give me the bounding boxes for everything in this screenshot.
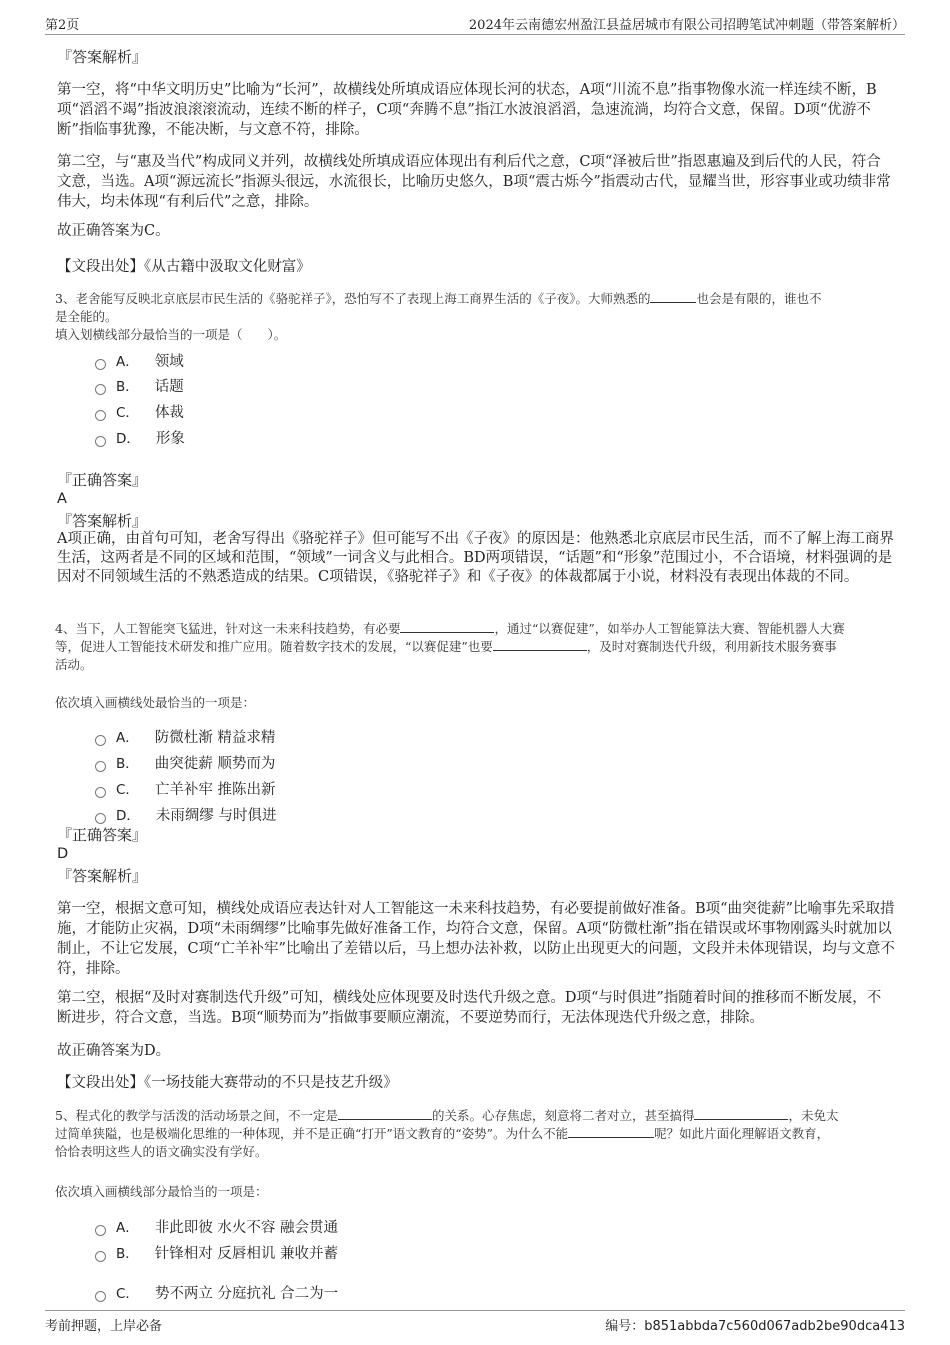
question-prompt: 依次填入画横线处最恰当的一项是： — [55, 695, 256, 710]
analysis-label: 『答案解析』 — [57, 867, 148, 885]
radio-button[interactable] — [95, 813, 106, 824]
answer-blank — [493, 650, 587, 651]
analysis-label: 『答案解析』 — [57, 512, 148, 530]
option-c[interactable]: C． 势不两立 分庭抗礼 合二为一 — [95, 1284, 338, 1304]
answer-conclusion: 故正确答案为D。 — [57, 1043, 171, 1059]
page-header — [45, 12, 905, 35]
analysis-paragraph: 第一空，将“中华文明历史”比喻为“长河”，故横线处所填成语应体现长河的状态，A项“川流不息”指事物像水流一样连续不断，B项“滔滔不竭”指波浪滚滚流动，连续不断的样子，C项“奔腾不息”指江水波浪滔滔，急速流淌，均符合文意，保留。D项“优游不断”指临事犹豫，不能决断，与文意不符，排除。 — [57, 82, 877, 138]
option-a[interactable]: A． 非此即彼 水火不容 融会贯通 — [95, 1218, 338, 1238]
question-stem: 4、当下，人工智能突飞猛进，针对这一未来科技趋势，有必要 ，通过“以赛促建”，如举办人工智能算法大赛、智能机器人大赛 等，促进人工智能技术研发和推广应用。随着数字技术的发展，“以赛促建”也要 ，及时对赛制迭代升级，利用新技术服务赛事 活动。 — [55, 621, 845, 672]
analysis-paragraph: A项正确，由首句可知，老舍写得出《骆驼祥子》但可能写不出《子夜》的原因是：他熟悉北京底层市民生活，而不了解上海工商界生活，这两者是不同的区域和范围，“领域”一词含义与此相合。BD两项错误，“话题”和“形象”范围过小，不合语境，材料强调的是因对不同领域生活的不熟悉造成的结果。C项错误，《骆驼祥子》和《子夜》的体裁都属于小说，材料没有表现出体裁的不同。 — [57, 531, 894, 585]
option-d[interactable]: D． 未雨绸缪 与时俱进 — [95, 806, 277, 826]
radio-button[interactable] — [95, 359, 106, 370]
source-citation: 【文段出处】《一场技能大赛带动的不只是技艺升级》 — [57, 1075, 398, 1091]
option-c[interactable]: C． 体裁 — [95, 403, 184, 423]
document-code: 编号：b851abbda7c560d067adb2be90dca413 — [605, 1319, 905, 1334]
page-footer — [45, 1310, 905, 1335]
answer-blank — [338, 1119, 432, 1120]
document-title: 2024年云南德宏州盈江县益居城市有限公司招聘笔试冲刺题（带答案解析） — [468, 18, 905, 33]
page-number: 第2页 — [45, 18, 80, 33]
option-b[interactable]: B． 话题 — [95, 377, 184, 397]
analysis-paragraph: 第一空，根据文意可知，横线处成语应表达针对人工智能这一未来科技趋势，有必要提前做好准备。B项“曲突徙薪”比喻事先采取措施，才能防止灾祸，D项“未雨绸缪”比喻事先做好准备工作，均符合文意，保留。A项“防微杜渐”指在错误或坏事物刚露头时就加以制止，不让它发展，C项“亡羊补牢”比喻出了差错以后，马上想办法补救，以防止出现更大的问题，文段并未体现错误，均与文意不符，排除。 — [57, 901, 895, 977]
correct-answer: D — [57, 846, 69, 862]
correct-answer-label: 『正确答案』 — [57, 826, 148, 844]
option-b[interactable]: B． 曲突徙薪 顺势而为 — [95, 754, 275, 774]
answer-conclusion: 故正确答案为C。 — [57, 223, 170, 239]
footer-slogan: 考前押题，上岸必备 — [45, 1319, 163, 1334]
question-stem: 3、老舍能写反映北京底层市民生活的《骆驼祥子》，恐怕写不了表现上海工商界生活的《子夜》。大师熟悉的 也会是有限的，谁也不 是全能的。 填入划横线部分最恰当的一项是（ ）。 — [55, 291, 822, 342]
answer-blank — [400, 632, 494, 633]
question-prompt: 填入划横线部分最恰当的一项是（ ）。 — [55, 327, 287, 342]
analysis-label: 『答案解析』 — [57, 48, 148, 66]
radio-button[interactable] — [95, 761, 106, 772]
analysis-paragraph: 第二空，与“惠及当代”构成同义并列，故横线处所填成语应体现出有利后代之意，C项“泽被后世”指恩惠遍及到后代的人民，符合文意，当选。A项“源远流长”指源头很远，水流很长，比喻历史悠久，B项“震古烁今”指震动古代，显耀当世，形容事业或功绩非常伟大，均未体现“有利后代”之意，排除。 — [57, 154, 891, 210]
answer-blank — [694, 1119, 788, 1120]
option-b[interactable]: B． 针锋相对 反唇相讥 兼收并蓄 — [95, 1244, 338, 1264]
radio-button[interactable] — [95, 410, 106, 421]
radio-button[interactable] — [95, 787, 106, 798]
answer-blank — [650, 302, 696, 303]
radio-button[interactable] — [95, 436, 106, 447]
correct-answer: A — [57, 491, 67, 507]
question-prompt: 依次填入画横线部分最恰当的一项是： — [55, 1184, 268, 1199]
analysis-paragraph: 第二空，根据“及时对赛制迭代升级”可知，横线处应体现要及时迭代升级之意。D项“与时俱进”指随着时间的推移而不断发展，不断进步，符合文意，当选。B项“顺势而为”指做事要顺应潮流，不要逆势而行，无法体现迭代升级之意，排除。 — [57, 990, 882, 1026]
option-d[interactable]: D． 形象 — [95, 429, 185, 449]
option-a[interactable]: A． 防微杜渐 精益求精 — [95, 728, 275, 748]
radio-button[interactable] — [95, 1251, 106, 1262]
question-stem: 5、程式化的教学与活泼的活动场景之间，不一定是 的关系。心存焦虑，刻意将二者对立，甚至搞得 ，未免太 过简单狭隘，也是极端化思维的一种体现，并不是正确“打开”语文教育的“姿势”。为什么不能 呢？如此片面化理解语文教育， 恰恰表明这些人的语文确实没有学好。 — [55, 1108, 839, 1159]
option-a[interactable]: A． 领域 — [95, 352, 184, 372]
radio-button[interactable] — [95, 1225, 106, 1236]
radio-button[interactable] — [95, 1291, 106, 1302]
correct-answer-label: 『正确答案』 — [57, 471, 148, 489]
radio-button[interactable] — [95, 735, 106, 746]
source-citation: 【文段出处】《从古籍中汲取文化财富》 — [57, 259, 311, 275]
radio-button[interactable] — [95, 384, 106, 395]
option-c[interactable]: C． 亡羊补牢 推陈出新 — [95, 780, 276, 800]
answer-blank — [568, 1137, 654, 1138]
